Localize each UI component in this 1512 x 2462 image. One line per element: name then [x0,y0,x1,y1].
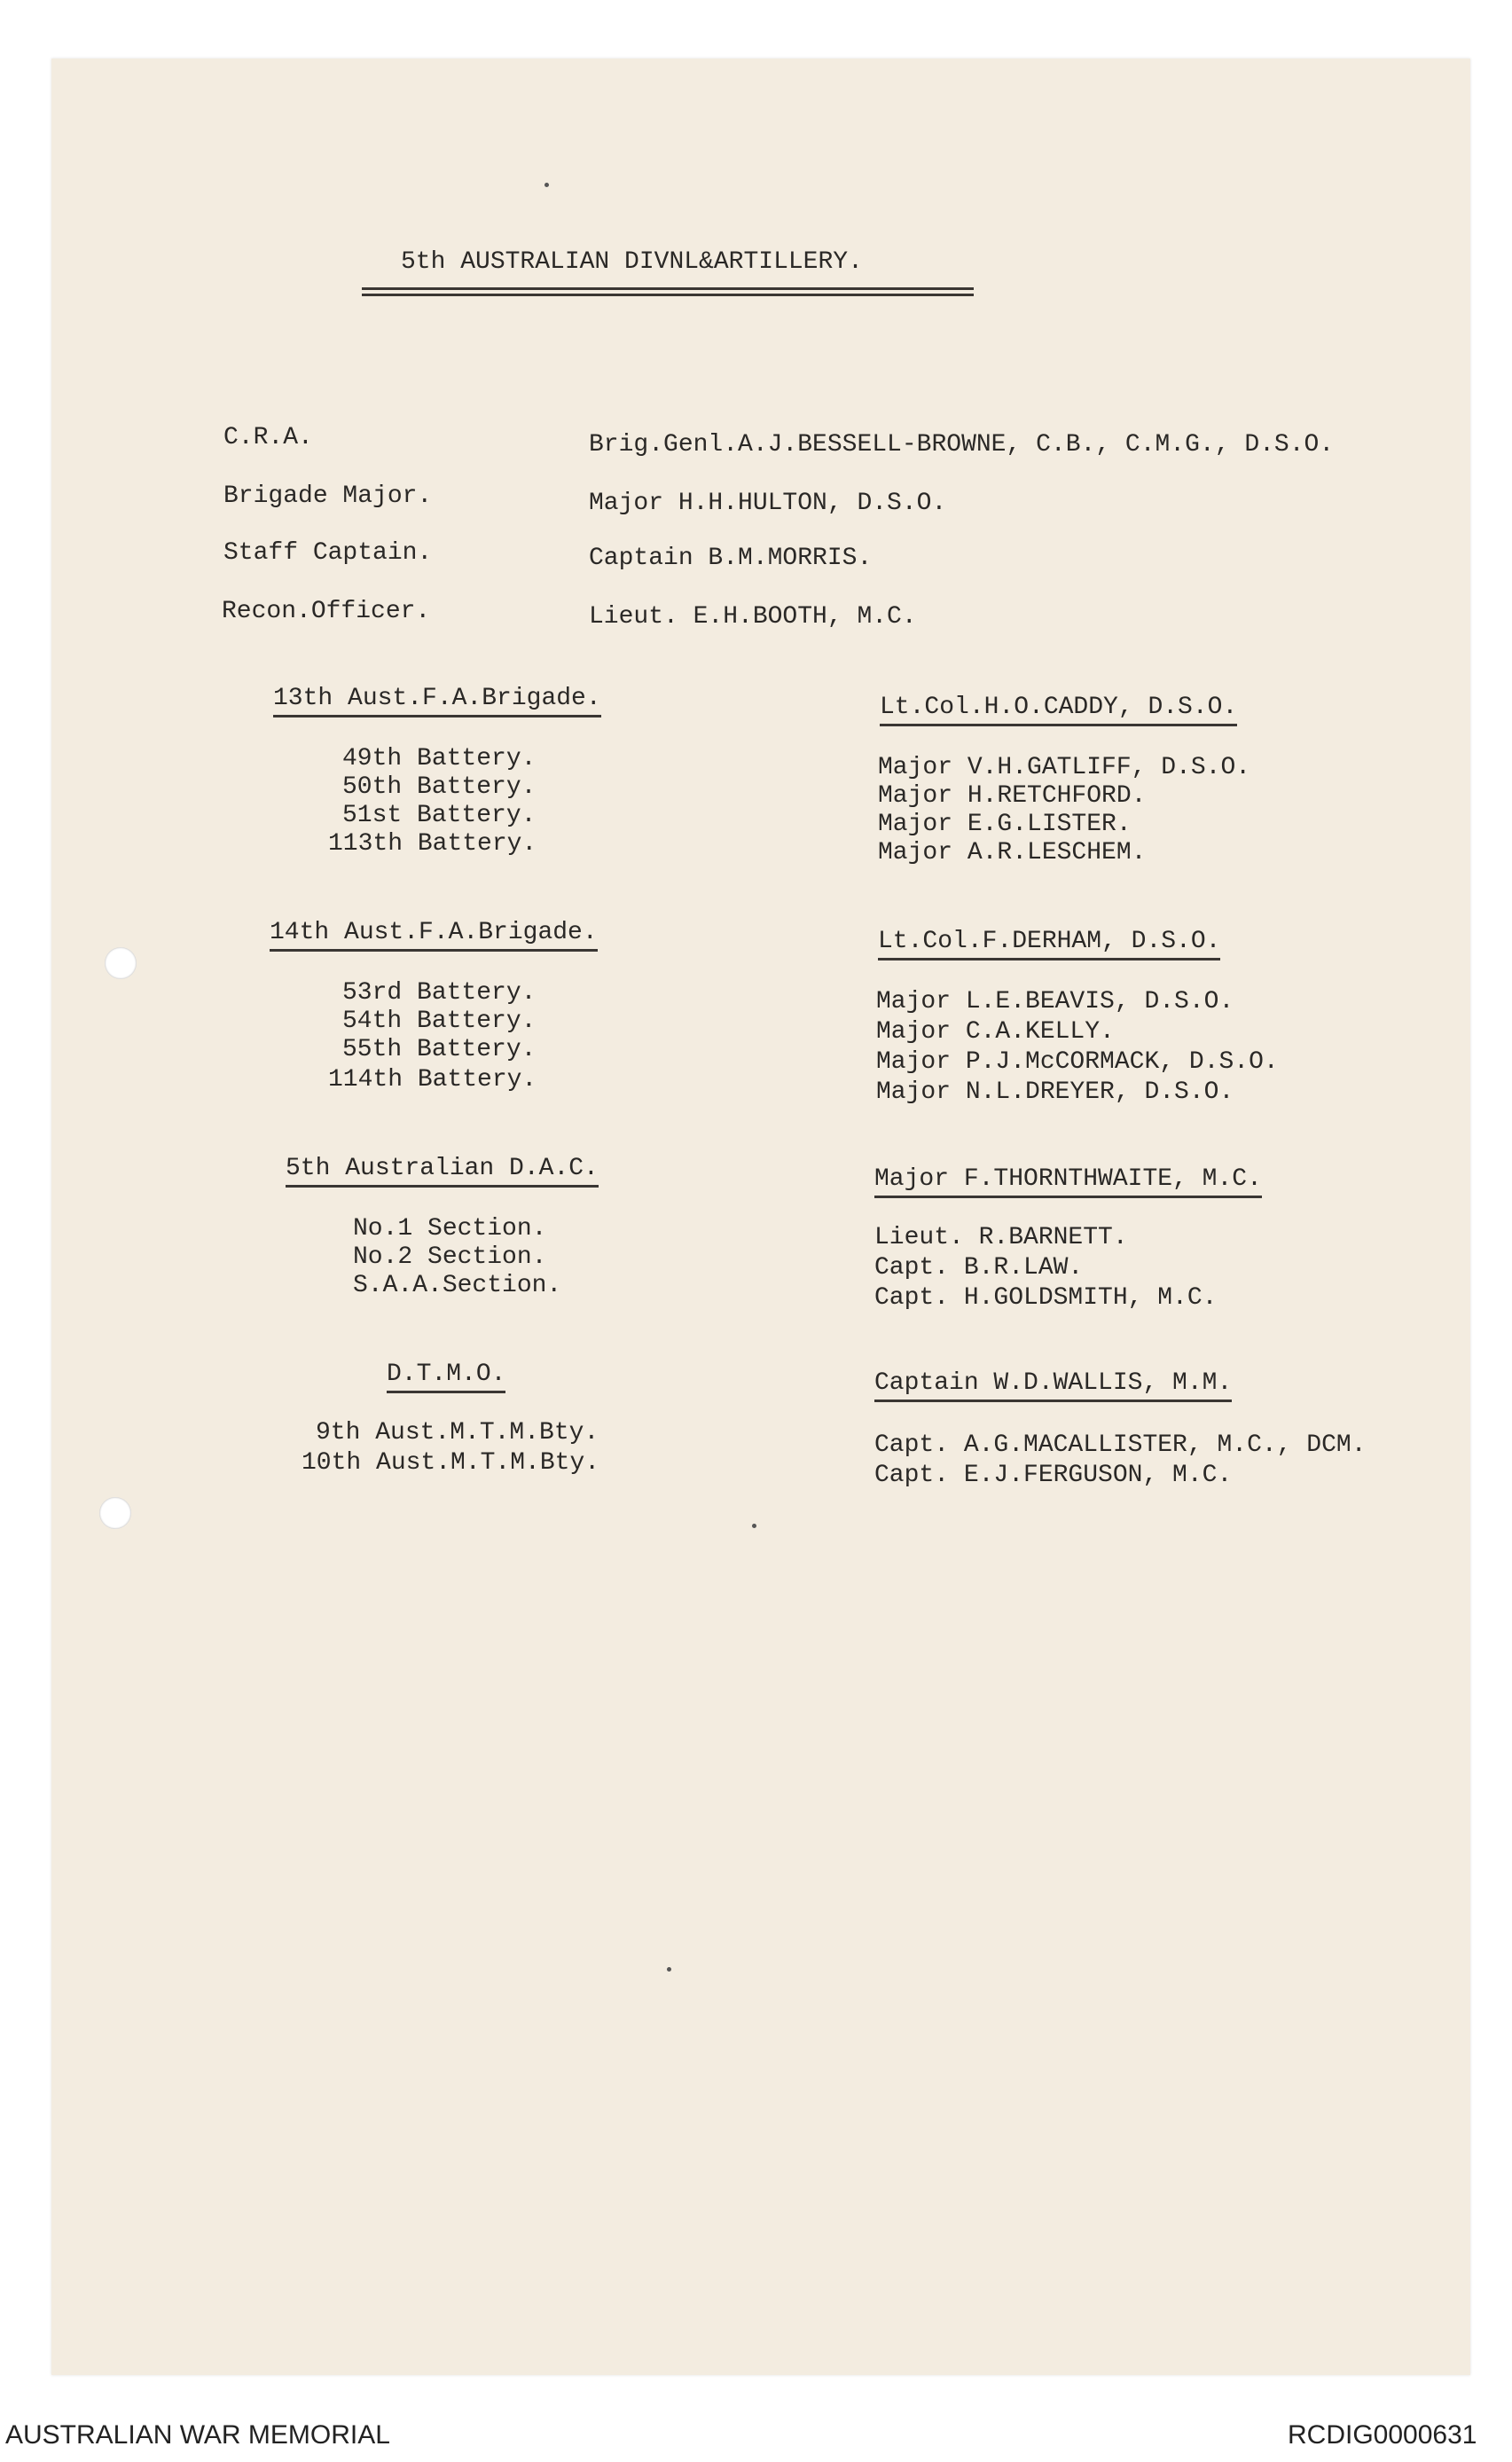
unit-heading: 5th Australian D.A.C. [286,1155,599,1188]
officer: Lieut. R.BARNETT. [874,1224,1128,1251]
unit-commander: Lt.Col.F.DERHAM, D.S.O. [878,928,1220,960]
officer: Capt. H.GOLDSMITH, M.C. [874,1284,1218,1312]
officer: Major C.A.KELLY. [876,1018,1115,1046]
subunit: 53rd Battery. [342,979,537,1007]
document-page [51,59,1470,2375]
officer: Major V.H.GATLIFF, D.S.O. [878,754,1251,781]
subunit: 50th Battery. [342,773,537,801]
staff-role: Brigade Major. [223,482,433,510]
staff-name: Lieut. E.H.BOOTH, M.C. [589,603,917,631]
officer: Capt. B.R.LAW. [874,1254,1084,1282]
staff-role: C.R.A. [223,424,313,451]
punch-hole-upper [105,947,137,979]
staff-name: Brig.Genl.A.J.BESSELL-BROWNE, C.B., C.M.G., D.S.O. [589,431,1335,459]
subunit: 9th Aust.M.T.M.Bty. [316,1419,599,1447]
subunit: No.2 Section. [353,1243,547,1271]
officer: Major N.L.DREYER, D.S.O. [876,1078,1234,1106]
subunit: 114th Battery. [328,1066,537,1094]
unit-commander: Captain W.D.WALLIS, M.M. [874,1369,1232,1402]
staff-role: Staff Captain. [223,539,433,567]
officer: Capt. A.G.MACALLISTER, M.C., DCM. [874,1431,1367,1459]
subunit: 54th Battery. [342,1008,537,1035]
unit-commander: Lt.Col.H.O.CADDY, D.S.O. [880,694,1237,726]
subunit: 49th Battery. [342,745,537,772]
subunit: 51st Battery. [342,802,537,829]
unit-commander: Major F.THORNTHWAITE, M.C. [874,1165,1262,1198]
officer: Major H.RETCHFORD. [878,782,1147,810]
subunit: S.A.A.Section. [353,1272,562,1299]
document-title: 5th AUSTRALIAN DIVNL&ARTILLERY. [401,248,863,276]
unit-heading: 14th Aust.F.A.Brigade. [270,919,598,952]
subunit: 10th Aust.M.T.M.Bty. [302,1449,600,1477]
staff-name: Captain B.M.MORRIS. [589,545,873,572]
paper-speck [752,1524,756,1528]
staff-name: Major H.H.HULTON, D.S.O. [589,490,947,517]
officer: Major E.G.LISTER. [878,811,1132,838]
officer: Major L.E.BEAVIS, D.S.O. [876,988,1234,1015]
unit-heading: D.T.M.O. [387,1360,505,1393]
officer: Capt. E.J.FERGUSON, M.C. [874,1462,1233,1489]
paper-speck [667,1967,671,1972]
subunit: 113th Battery. [328,830,537,858]
subunit: 55th Battery. [342,1036,537,1063]
title-double-underline [362,287,974,296]
officer: Major A.R.LESCHEM. [878,839,1147,866]
paper-speck [544,183,549,187]
staff-role: Recon.Officer. [222,598,431,625]
officer: Major P.J.McCORMACK, D.S.O. [876,1048,1279,1076]
punch-hole-lower [99,1497,131,1529]
footer-record-id: RCDIG0000631 [1288,2420,1477,2450]
unit-heading: 13th Aust.F.A.Brigade. [273,685,601,717]
footer-institution: AUSTRALIAN WAR MEMORIAL [5,2420,390,2450]
subunit: No.1 Section. [353,1215,547,1243]
